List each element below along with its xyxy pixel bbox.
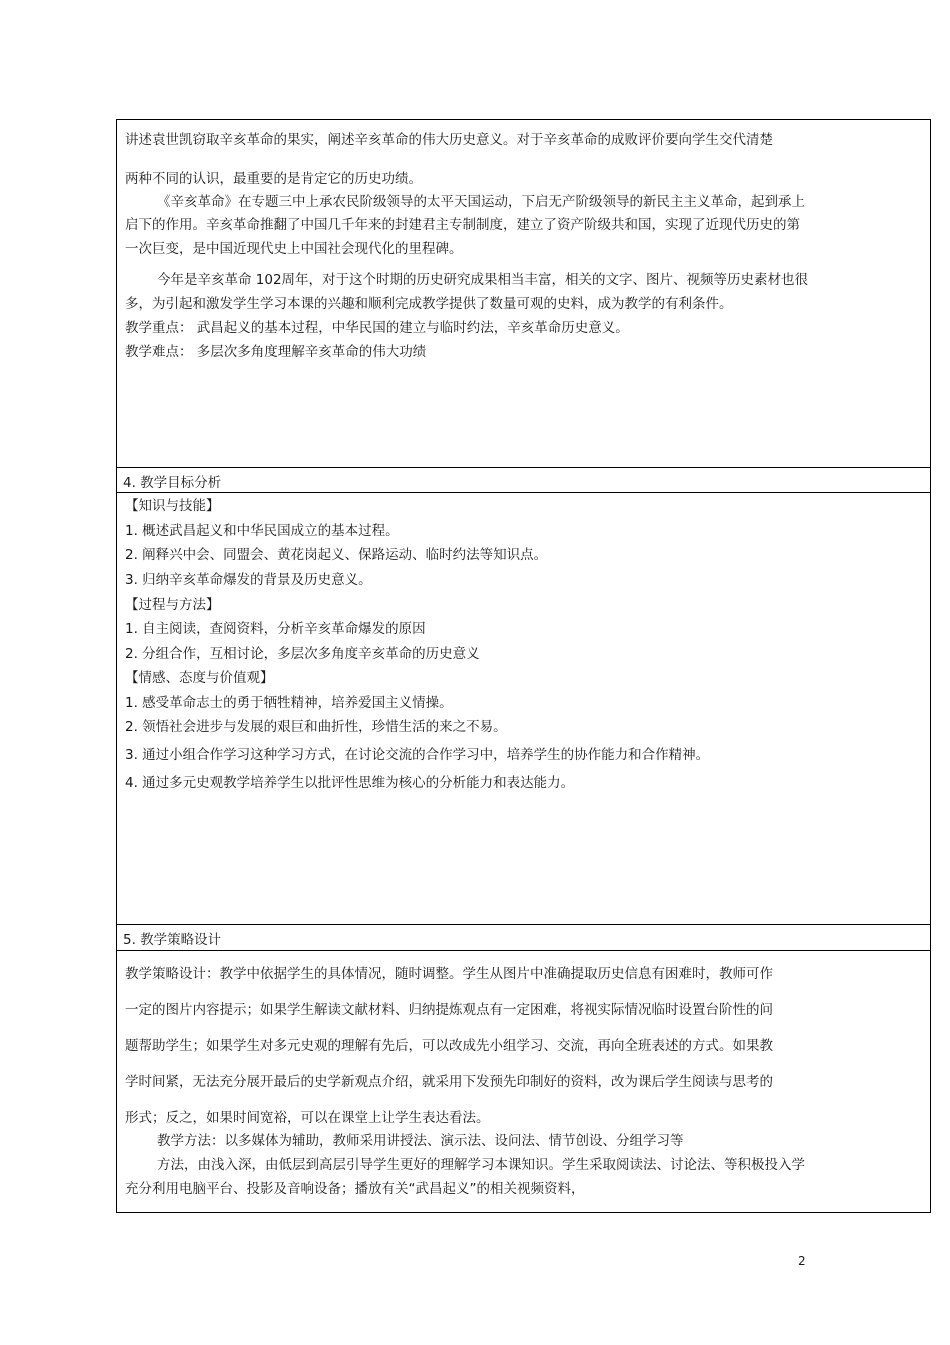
text-line: 一次巨变，是中国近现代史上中国社会现代化的里程碑。 — [125, 241, 463, 257]
teaching-focus: 教学重点： 武昌起义的基本过程，中华民国的建立与临时约法，辛亥革命历史意义。 — [125, 320, 629, 336]
section-4-heading: 4. 教学目标分析 — [123, 475, 222, 491]
section-5-header — [117, 924, 930, 950]
subheading: 【过程与方法】 — [125, 597, 220, 613]
text-line: 启下的作用。辛亥革命推翻了中国几千年来的封建君主专制制度，建立了资产阶级共和国，实现了近现代历史的第 — [125, 217, 800, 233]
text-line: 一定的图片内容提示；如果学生解读文献材料、归纳提炼观点有一定困难，将视实际情况临时设置台阶性的问 — [125, 1002, 773, 1018]
list-item: 3. 通过小组合作学习这种学习方式，在讨论交流的合作学习中，培养学生的协作能力和合作精神。 — [125, 747, 710, 763]
text-line: 形式；反之，如果时间宽裕，可以在课堂上让学生表达看法。 — [125, 1110, 490, 1126]
text-line: 《辛亥革命》在专题三中上承农民阶级领导的太平天国运动，下启无产阶级领导的新民主主义革命，起到承上 — [157, 194, 805, 210]
section-content-cell — [117, 120, 930, 467]
text-line: 两种不同的认识，最重要的是肯定它的历史功绩。 — [125, 171, 422, 187]
list-item: 3. 归纳辛亥革命爆发的背景及历史意义。 — [125, 572, 372, 588]
text-line: 讲述袁世凯窃取辛亥革命的果实，阐述辛亥革命的伟大历史意义。对于辛亥革命的成败评价要向学生交代清楚 — [125, 132, 773, 148]
text-line: 教学策略设计：教学中依据学生的具体情况，随时调整。学生从图片中准确提取历史信息有困难时，教师可作 — [125, 966, 773, 982]
subheading: 【知识与技能】 — [125, 498, 220, 514]
list-item: 2. 领悟社会进步与发展的艰巨和曲折性，珍惜生活的来之不易。 — [125, 719, 507, 735]
section-4-header — [117, 467, 930, 492]
list-item: 2. 分组合作，互相讨论，多层次多角度辛亥革命的历史意义 — [125, 646, 480, 662]
text-line: 题帮助学生；如果学生对多元史观的理解有先后，可以改成先小组学习、交流，再向全班表述的方式。如果教 — [125, 1038, 773, 1054]
section-4-content — [117, 492, 930, 924]
subheading: 【情感、态度与价值观】 — [125, 670, 274, 686]
section-5-heading: 5. 教学策略设计 — [123, 932, 222, 948]
list-item: 1. 自主阅读，查阅资料，分析辛亥革命爆发的原因 — [125, 621, 426, 637]
page-number: 2 — [798, 1254, 806, 1268]
teaching-difficulty: 教学难点： 多层次多角度理解辛亥革命的伟大功绩 — [125, 344, 427, 360]
list-item: 4. 通过多元史观教学培养学生以批评性思维为核心的分析能力和表达能力。 — [125, 775, 575, 791]
text-line: 方法，由浅入深，由低层到高层引导学生更好的理解学习本课知识。学生采取阅读法、讨论法、等积极投入学 — [157, 1157, 805, 1173]
section-5-content — [117, 950, 930, 1212]
list-item: 2. 阐释兴中会、同盟会、黄花岗起义、保路运动、临时约法等知识点。 — [125, 547, 548, 563]
list-item: 1. 感受革命志士的勇于牺牲精神，培养爱国主义情操。 — [125, 695, 453, 711]
text-line: 教学方法：以多媒体为辅助，教师采用讲授法、演示法、设问法、情节创设、分组学习等 — [157, 1133, 684, 1149]
lesson-plan-table — [116, 119, 931, 1213]
text-line: 多，为引起和激发学生学习本课的兴趣和顺利完成教学提供了数量可观的史料，成为教学的有利条件。 — [125, 296, 733, 312]
list-item: 1. 概述武昌起义和中华民国成立的基本过程。 — [125, 523, 399, 539]
text-line: 学时间紧，无法充分展开最后的史学新观点介绍，就采用下发预先印制好的资料，改为课后学生阅读与思考的 — [125, 1074, 773, 1090]
text-line: 充分利用电脑平台、投影及音响设备；播放有关“武昌起义”的相关视频资料， — [125, 1181, 585, 1197]
text-line: 今年是辛亥革命 102周年，对于这个时期的历史研究成果相当丰富，相关的文字、图片、视频等历史素材也很 — [157, 272, 809, 288]
